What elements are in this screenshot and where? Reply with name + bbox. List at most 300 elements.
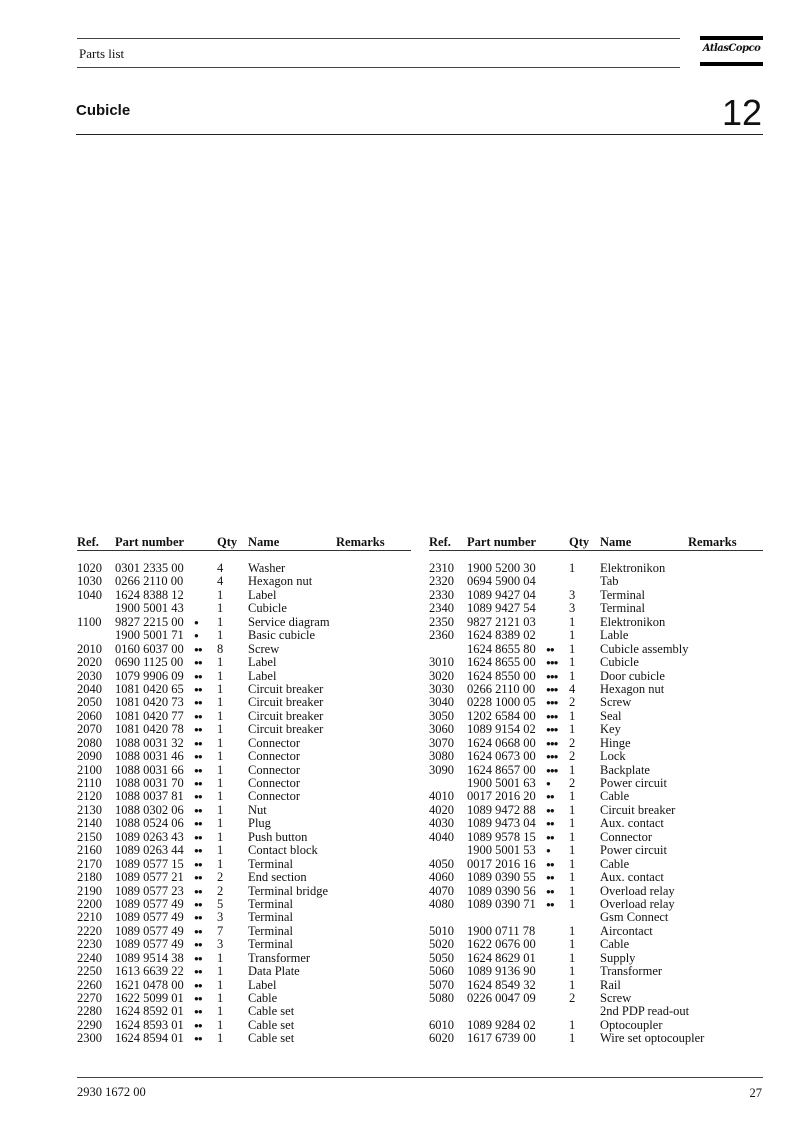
row-level-dots: ●● — [194, 684, 202, 694]
row-part-number: 1900 5001 53 — [467, 843, 536, 858]
row-ref: 2020 — [77, 655, 102, 670]
table-row — [429, 885, 763, 898]
table-row — [429, 979, 763, 992]
header-ref: Ref. — [77, 535, 99, 549]
row-level-dots: ●● — [194, 658, 202, 668]
table-row — [77, 871, 411, 884]
row-ref: 2090 — [77, 749, 102, 764]
row-level-dots: ●● — [194, 698, 202, 708]
table-row — [77, 831, 411, 844]
row-part-number: 1613 6639 22 — [115, 964, 184, 979]
row-part-number: 0228 1000 05 — [467, 695, 536, 710]
row-name: Cable — [600, 937, 630, 952]
row-ref: 2010 — [77, 641, 102, 656]
row-name: Lable — [600, 628, 629, 643]
row-qty: 1 — [217, 856, 224, 871]
row-ref: 4020 — [429, 802, 454, 817]
table-row — [77, 643, 411, 656]
row-qty: 1 — [217, 722, 224, 737]
table-row — [429, 737, 763, 750]
table-row — [429, 911, 763, 924]
row-name: Wire set optocoupler — [600, 1031, 705, 1046]
row-part-number: 1089 9154 02 — [467, 722, 536, 737]
row-level-dots: ●● — [194, 980, 202, 990]
row-level-dots: ● — [194, 631, 198, 641]
table-row — [77, 952, 411, 965]
row-qty: 1 — [569, 829, 576, 844]
row-qty: 1 — [569, 843, 576, 858]
table-row — [429, 992, 763, 1005]
row-qty: 1 — [569, 614, 576, 629]
row-qty: 1 — [569, 561, 576, 575]
row-part-number: 1624 8389 02 — [467, 628, 536, 643]
table-row — [429, 844, 763, 857]
row-level-dots: ●● — [194, 1020, 202, 1030]
row-part-number: 1624 8655 80 — [467, 641, 536, 656]
row-name: Terminal — [248, 896, 293, 911]
row-ref: 4070 — [429, 883, 454, 898]
row-level-dots: ●● — [194, 752, 202, 762]
row-name: Push button — [248, 829, 308, 844]
table-row — [77, 589, 411, 602]
row-name: Transformer — [248, 950, 311, 965]
row-qty: 1 — [217, 695, 224, 710]
row-part-number: 1900 0711 78 — [467, 923, 536, 938]
row-qty: 3 — [569, 587, 576, 602]
row-name: Overload relay — [600, 883, 675, 898]
row-part-number: 1089 0577 49 — [115, 937, 184, 952]
row-level-dots: ●●● — [546, 738, 558, 748]
table-row — [77, 1005, 411, 1018]
row-level-dots: ●● — [194, 846, 202, 856]
row-qty: 2 — [569, 749, 576, 764]
table-row — [429, 938, 763, 951]
row-name: Basic cubicle — [248, 628, 315, 643]
row-name: Door cubicle — [600, 668, 665, 683]
table-row — [429, 750, 763, 763]
row-qty: 1 — [569, 896, 576, 911]
table-body — [429, 562, 763, 1046]
row-ref: 4040 — [429, 829, 454, 844]
row-qty: 1 — [569, 789, 576, 804]
row-name: Key — [600, 722, 621, 737]
table-row — [429, 589, 763, 602]
row-name: Cable — [248, 991, 278, 1005]
row-level-dots: ●● — [546, 899, 554, 909]
row-name: Power circuit — [600, 776, 667, 790]
row-ref: 3060 — [429, 722, 454, 737]
row-part-number: 1900 5001 43 — [115, 601, 184, 616]
row-ref: 2060 — [77, 708, 102, 723]
table-row — [77, 1032, 411, 1045]
row-name: Aircontact — [600, 923, 653, 938]
row-ref: 3080 — [429, 749, 454, 764]
row-level-dots: ●●● — [546, 671, 558, 681]
row-name: Hexagon nut — [248, 574, 313, 589]
row-name: Aux. contact — [600, 816, 664, 831]
row-name: Label — [248, 587, 277, 602]
row-part-number: 1081 0420 73 — [115, 695, 184, 710]
row-ref: 2340 — [429, 601, 454, 616]
row-part-number: 1622 5099 01 — [115, 991, 184, 1005]
row-ref: 2330 — [429, 587, 454, 602]
row-part-number: 1900 5001 63 — [467, 776, 536, 790]
row-level-dots: ●● — [546, 859, 554, 869]
row-level-dots: ●● — [546, 805, 554, 815]
atlas-copco-logo — [700, 36, 763, 68]
row-part-number: 1621 0478 00 — [115, 977, 184, 992]
table-row — [429, 871, 763, 884]
row-ref: 1040 — [77, 587, 102, 602]
table-row — [77, 858, 411, 871]
table-row — [429, 643, 763, 656]
header-rule — [77, 550, 411, 551]
row-qty: 5 — [217, 896, 224, 911]
row-qty: 1 — [217, 829, 224, 844]
row-name: Cubicle — [600, 655, 639, 670]
row-ref: 2210 — [77, 910, 102, 925]
row-part-number: 1089 9427 04 — [467, 587, 536, 602]
table-row — [77, 656, 411, 669]
row-ref: 2070 — [77, 722, 102, 737]
row-qty: 1 — [569, 655, 576, 670]
row-name: Connector — [248, 762, 301, 777]
row-ref: 2220 — [77, 923, 102, 938]
table-row — [77, 992, 411, 1005]
row-level-dots: ●● — [194, 819, 202, 829]
row-ref: 5060 — [429, 964, 454, 979]
table-header — [429, 535, 763, 550]
row-ref: 2190 — [77, 883, 102, 898]
row-part-number: 1624 0673 00 — [467, 749, 536, 764]
row-qty: 1 — [217, 587, 224, 602]
table-row — [77, 750, 411, 763]
row-name: Terminal — [248, 910, 293, 925]
row-ref: 2040 — [77, 681, 102, 696]
row-ref: 2270 — [77, 991, 102, 1005]
row-part-number: 9827 2121 03 — [467, 614, 536, 629]
parts-table-left — [77, 535, 411, 1046]
row-qty: 1 — [569, 977, 576, 992]
table-row — [429, 858, 763, 871]
row-name: Data Plate — [248, 964, 300, 979]
table-row — [77, 562, 411, 575]
row-name: Connector — [248, 749, 301, 764]
row-ref: 2030 — [77, 668, 102, 683]
row-ref: 3090 — [429, 762, 454, 777]
header-top-rule — [77, 38, 680, 39]
row-ref: 2280 — [77, 1004, 102, 1019]
row-level-dots: ●● — [546, 873, 554, 883]
row-level-dots: ●● — [194, 926, 202, 936]
title-rule — [76, 134, 763, 135]
row-level-dots: ●● — [194, 738, 202, 748]
row-name: Cable set — [248, 1004, 295, 1019]
table-row — [429, 575, 763, 588]
table-row — [429, 723, 763, 736]
row-level-dots: ●● — [194, 765, 202, 775]
row-name: Connector — [248, 735, 301, 750]
table-row — [429, 1005, 763, 1018]
row-qty: 2 — [569, 991, 576, 1005]
row-name: Hexagon nut — [600, 681, 665, 696]
document-number: 2930 1672 00 — [77, 1085, 146, 1099]
row-part-number: 1089 9472 88 — [467, 802, 536, 817]
row-level-dots: ●● — [546, 832, 554, 842]
row-level-dots: ●● — [194, 940, 202, 950]
row-part-number: 1088 0031 46 — [115, 749, 184, 764]
table-row — [429, 790, 763, 803]
row-qty: 1 — [217, 950, 224, 965]
row-qty: 1 — [217, 1004, 224, 1019]
table-row — [429, 764, 763, 777]
row-part-number: 1089 0577 49 — [115, 923, 184, 938]
row-part-number: 1088 0031 66 — [115, 762, 184, 777]
row-qty: 4 — [569, 681, 576, 696]
row-part-number: 1624 8657 00 — [467, 762, 536, 777]
row-qty: 1 — [217, 655, 224, 670]
row-part-number: 0226 0047 09 — [467, 991, 536, 1005]
table-row — [77, 844, 411, 857]
table-body — [77, 562, 411, 1046]
table-row — [77, 979, 411, 992]
row-qty: 4 — [217, 561, 224, 575]
table-row — [429, 683, 763, 696]
row-name: Connector — [248, 776, 301, 790]
row-ref: 3010 — [429, 655, 454, 670]
row-part-number: 1089 9136 90 — [467, 964, 536, 979]
table-row — [429, 629, 763, 642]
row-ref: 2230 — [77, 937, 102, 952]
row-part-number: 1624 0668 00 — [467, 735, 536, 750]
row-part-number: 1624 8594 01 — [115, 1031, 184, 1046]
row-ref: 4080 — [429, 896, 454, 911]
row-name: Rail — [600, 977, 621, 992]
row-name: Overload relay — [600, 896, 675, 911]
row-part-number: 1089 0577 23 — [115, 883, 184, 898]
header-name: Name — [600, 535, 632, 549]
row-part-number: 1088 0031 70 — [115, 776, 184, 790]
table-row — [77, 1019, 411, 1032]
row-qty: 1 — [569, 668, 576, 683]
logo-text: AtlasCopco — [702, 43, 761, 54]
row-ref: 2310 — [429, 561, 454, 575]
row-ref: 2160 — [77, 843, 102, 858]
row-ref: 5020 — [429, 937, 454, 952]
section-number: 12 — [721, 92, 762, 133]
table-row — [77, 737, 411, 750]
row-name: Backplate — [600, 762, 650, 777]
row-qty: 1 — [569, 1031, 576, 1046]
row-level-dots: ●●● — [546, 698, 558, 708]
row-part-number: 1081 0420 77 — [115, 708, 184, 723]
table-row — [77, 965, 411, 978]
table-row — [77, 885, 411, 898]
table-row — [77, 817, 411, 830]
table-row — [429, 831, 763, 844]
row-level-dots: ●● — [194, 792, 202, 802]
row-name: Label — [248, 977, 277, 992]
row-part-number: 1081 0420 78 — [115, 722, 184, 737]
row-part-number: 1079 9906 09 — [115, 668, 184, 683]
row-name: Plug — [248, 816, 271, 831]
row-qty: 2 — [217, 883, 224, 898]
row-qty: 1 — [569, 923, 576, 938]
row-part-number: 1624 8629 01 — [467, 950, 536, 965]
row-level-dots: ● — [546, 779, 550, 788]
row-name: Cubicle assembly — [600, 641, 689, 656]
row-qty: 1 — [569, 641, 576, 656]
table-row — [429, 1019, 763, 1032]
row-qty: 1 — [569, 937, 576, 952]
row-part-number: 1089 9578 15 — [467, 829, 536, 844]
row-qty: 1 — [569, 1017, 576, 1032]
row-name: 2nd PDP read-out — [600, 1004, 690, 1019]
row-name: Label — [248, 655, 277, 670]
table-row — [429, 817, 763, 830]
row-name: Connector — [600, 829, 653, 844]
row-name: Hinge — [600, 735, 631, 750]
row-level-dots: ●● — [194, 913, 202, 923]
table-row — [77, 777, 411, 790]
row-name: Washer — [248, 561, 286, 575]
table-row — [429, 696, 763, 709]
row-part-number: 1089 0390 71 — [467, 896, 536, 911]
row-level-dots: ●● — [194, 671, 202, 681]
row-name: Nut — [248, 802, 267, 817]
row-name: Terminal — [248, 937, 293, 952]
row-name: Cable set — [248, 1017, 295, 1032]
row-part-number: 1089 0390 56 — [467, 883, 536, 898]
row-name: Elektronikon — [600, 561, 666, 575]
row-name: Terminal — [248, 856, 293, 871]
row-part-number: 1624 8592 01 — [115, 1004, 184, 1019]
row-name: Circuit breaker — [248, 681, 324, 696]
row-level-dots: ●● — [546, 644, 554, 654]
row-level-dots: ● — [194, 617, 198, 627]
row-qty: 1 — [569, 856, 576, 871]
row-qty: 1 — [217, 964, 224, 979]
row-ref: 4060 — [429, 870, 454, 885]
row-qty: 1 — [217, 735, 224, 750]
row-level-dots: ●●● — [546, 684, 558, 694]
header-rule — [429, 550, 763, 551]
row-part-number: 1622 0676 00 — [467, 937, 536, 952]
row-name: Service diagram — [248, 614, 330, 629]
row-part-number: 1089 0390 55 — [467, 870, 536, 885]
row-qty: 1 — [217, 681, 224, 696]
row-ref: 2110 — [77, 776, 102, 790]
row-name: Power circuit — [600, 843, 667, 858]
row-qty: 1 — [569, 722, 576, 737]
row-ref: 5080 — [429, 991, 454, 1005]
table-row — [429, 898, 763, 911]
row-name: Screw — [600, 695, 632, 710]
header-remarks: Remarks — [336, 535, 385, 549]
table-row — [77, 804, 411, 817]
row-qty: 1 — [569, 628, 576, 643]
row-qty: 1 — [217, 601, 224, 616]
row-qty: 3 — [569, 601, 576, 616]
row-name: Label — [248, 668, 277, 683]
row-level-dots: ●● — [194, 832, 202, 842]
row-level-dots: ●● — [194, 873, 202, 883]
row-level-dots: ●● — [194, 1034, 202, 1044]
row-part-number: 1900 5001 71 — [115, 628, 184, 643]
row-name: Screw — [600, 991, 632, 1005]
row-name: Contact block — [248, 843, 318, 858]
footer-rule — [77, 1077, 763, 1078]
row-level-dots: ●●● — [546, 725, 558, 735]
row-level-dots: ●● — [194, 725, 202, 735]
row-part-number: 1089 0577 49 — [115, 910, 184, 925]
row-ref: 4010 — [429, 789, 454, 804]
row-name: Screw — [248, 641, 280, 656]
row-ref: 2240 — [77, 950, 102, 965]
row-name: Cable — [600, 789, 630, 804]
row-ref: 2150 — [77, 829, 102, 844]
table-row — [77, 670, 411, 683]
row-name: Connector — [248, 789, 301, 804]
table-row — [77, 616, 411, 629]
row-ref: 2300 — [77, 1031, 102, 1046]
row-qty: 1 — [217, 749, 224, 764]
row-part-number: 1088 0037 81 — [115, 789, 184, 804]
row-ref: 2350 — [429, 614, 454, 629]
header-bottom-rule — [77, 67, 680, 68]
row-level-dots: ●● — [546, 792, 554, 802]
row-ref: 1100 — [77, 614, 102, 629]
table-row — [77, 575, 411, 588]
row-name: Aux. contact — [600, 870, 664, 885]
row-name: Terminal — [600, 587, 645, 602]
page-title: Cubicle — [76, 102, 131, 119]
table-header — [77, 535, 411, 550]
row-level-dots: ●●● — [546, 765, 558, 775]
row-ref: 2140 — [77, 816, 102, 831]
row-qty: 3 — [217, 937, 224, 952]
row-part-number: 1624 8550 00 — [467, 668, 536, 683]
row-ref: 2050 — [77, 695, 102, 710]
row-part-number: 1089 0577 15 — [115, 856, 184, 871]
row-ref: 2250 — [77, 964, 102, 979]
row-name: Terminal — [600, 601, 645, 616]
row-name: Cable — [600, 856, 630, 871]
row-part-number: 1624 8593 01 — [115, 1017, 184, 1032]
row-ref: 2120 — [77, 789, 102, 804]
row-qty: 1 — [217, 1031, 224, 1046]
row-level-dots: ●● — [546, 886, 554, 896]
table-row — [77, 911, 411, 924]
row-name: Circuit breaker — [600, 802, 676, 817]
table-row — [429, 616, 763, 629]
table-row — [429, 562, 763, 575]
row-name: Transformer — [600, 964, 663, 979]
row-part-number: 9827 2215 00 — [115, 614, 184, 629]
row-part-number: 1089 0577 49 — [115, 896, 184, 911]
row-ref: 6010 — [429, 1017, 454, 1032]
row-level-dots: ●● — [194, 953, 202, 963]
row-qty: 1 — [569, 870, 576, 885]
row-part-number: 0160 6037 00 — [115, 641, 184, 656]
row-name: Circuit breaker — [248, 708, 324, 723]
row-ref: 3030 — [429, 681, 454, 696]
row-ref: 2170 — [77, 856, 102, 871]
header-ref: Ref. — [429, 535, 451, 549]
row-part-number: 1624 8549 32 — [467, 977, 536, 992]
row-ref: 2260 — [77, 977, 102, 992]
row-ref: 4050 — [429, 856, 454, 871]
